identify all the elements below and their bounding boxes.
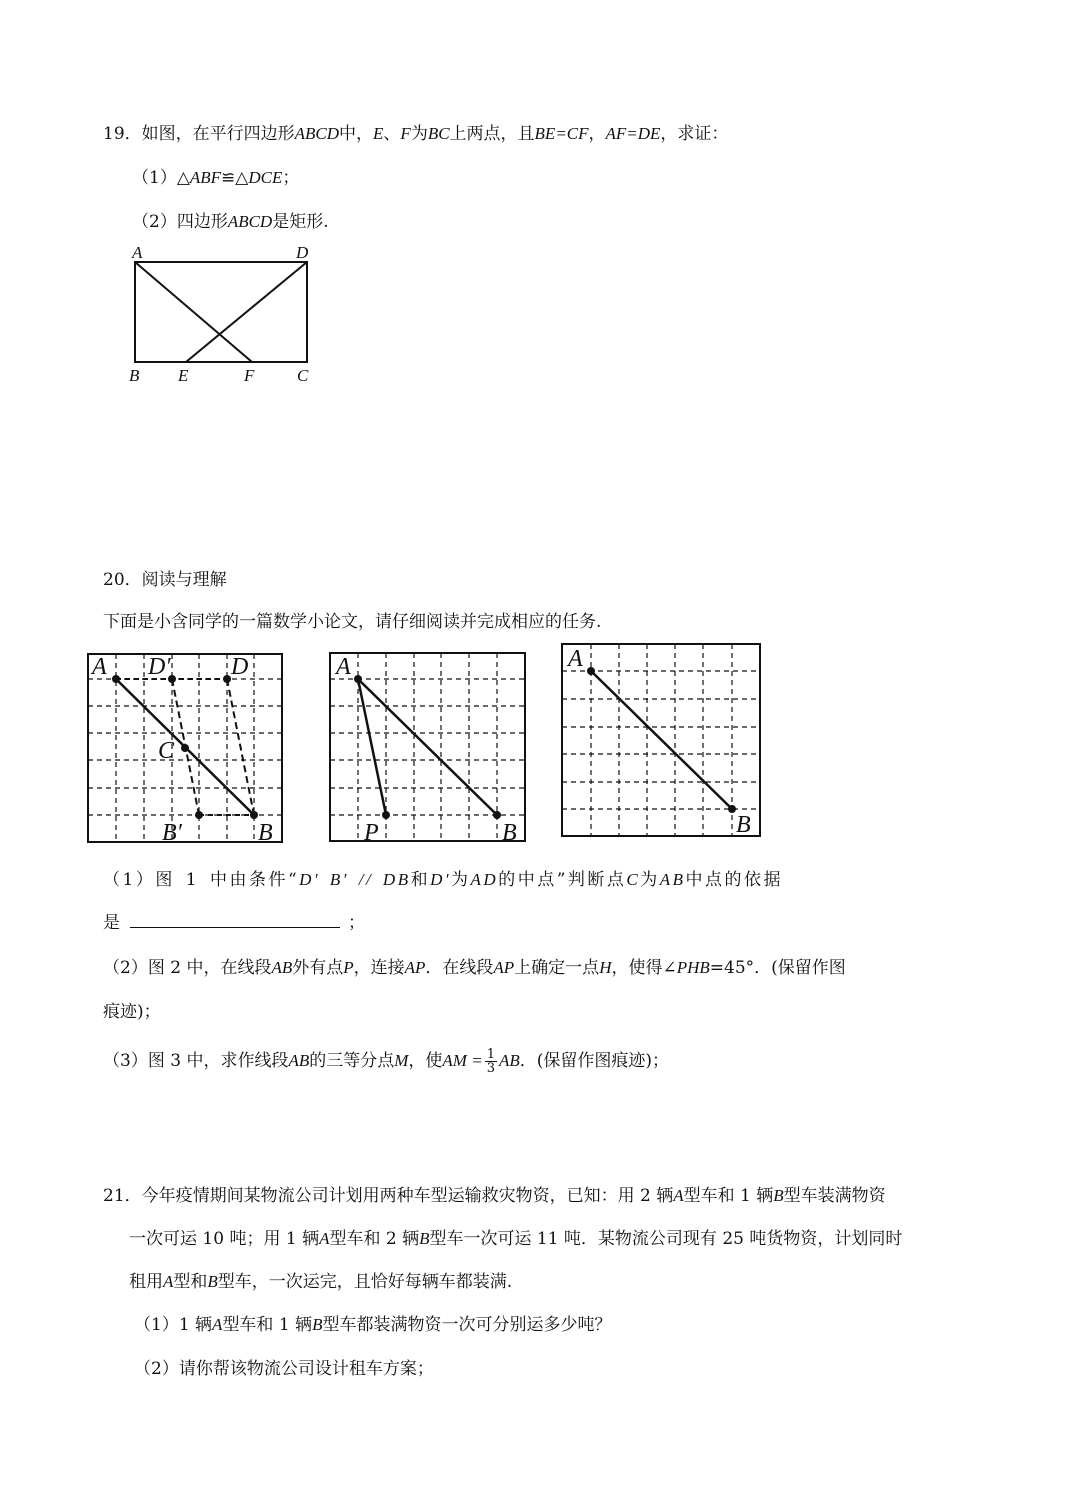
label-c: C [297, 366, 309, 385]
label-a: A [568, 646, 583, 672]
q20-figure-3 [560, 640, 770, 840]
label-a: A [336, 654, 351, 680]
label-d-prime: D′ [148, 654, 171, 680]
segment-af [135, 262, 252, 362]
rectangle-abcd [135, 262, 307, 362]
q20-part1-cont: 是 ； [103, 913, 365, 933]
q20-part2-cont: 痕迹)； [103, 1002, 161, 1022]
q19-figure [120, 240, 340, 400]
point-b [728, 805, 736, 813]
q21-line2: 一次可运 10 吨；用 1 辆A型车和 2 辆B型车一次可运 11 吨．某物流公司现有 25 吨货物资，计划同时 [129, 1229, 903, 1249]
q21-line1: 21．今年疫情期间某物流公司计划用两种车型运输救灾物资，已知：用 2 辆A型车和 1 辆B型车装满物资 [103, 1186, 886, 1206]
segment-db [227, 679, 254, 815]
point-b [493, 811, 501, 819]
q20-figure-2 [330, 652, 530, 847]
q21-part1: （1）1 辆A型车和 1 辆B型车都装满物资一次可分别运多少吨？ [134, 1315, 612, 1335]
segment-de [186, 262, 307, 362]
q19-part1: （1）△ABF≌△DCE； [132, 168, 300, 188]
label-a: A [132, 243, 143, 262]
label-b-prime: B′ [162, 820, 182, 846]
q19-part2: （2）四边形ABCD是矩形. [132, 212, 329, 232]
segment-ap [358, 679, 386, 815]
point-b1 [195, 811, 203, 819]
segment-ab [591, 671, 732, 809]
label-b: B [129, 366, 140, 385]
q20-title: 20．阅读与理解 [103, 570, 227, 590]
q20-part1: （1）图 1 中由条件“D′ B′ // DB和D'为AD的中点”判断点C为AB中点的依据 [103, 870, 784, 890]
point-a [587, 667, 595, 675]
point-b [250, 811, 258, 819]
label-b: B [502, 820, 517, 846]
label-p: P [364, 820, 379, 846]
label-f: F [244, 366, 255, 385]
point-d [223, 675, 231, 683]
q20-part3: （3）图 3 中，求作线段AB的三等分点M，使AM = $\frac{1}{3}$ AB．(保留作图痕迹)； [103, 1047, 670, 1076]
label-c: C [158, 738, 175, 764]
point-c [181, 744, 189, 752]
answer-blank[interactable] [130, 913, 340, 928]
point-p [382, 811, 390, 819]
q21-part2: （2）请你帮该物流公司设计租车方案； [134, 1359, 434, 1379]
label-d: D [296, 243, 309, 262]
q20-figure-1 [88, 652, 288, 847]
q19-stem: 19．如图，在平行四边形ABCD中，E、F为BC上两点，且BE=CF，AF=DE，求证： [103, 124, 729, 144]
label-a: A [92, 654, 107, 680]
q20-intro: 下面是小含同学的一篇数学小论文，请仔细阅读并完成相应的任务. [103, 612, 602, 632]
point-a [354, 675, 362, 683]
label-e: E [178, 366, 189, 385]
label-b: B [258, 820, 273, 846]
segment-ab [358, 679, 497, 815]
label-d: D [231, 654, 249, 680]
label-b: B [736, 812, 751, 838]
point-a [112, 675, 120, 683]
q21-line3: 租用A型和B型车，一次运完，且恰好每辆车都装满. [129, 1272, 513, 1292]
q20-part2: （2）图 2 中，在线段AB外有点P，连接AP．在线段AP上确定一点H，使得∠PHB=45°．(保留作图 [103, 958, 846, 978]
fraction-one-third: $\frac{1}{3}$ [486, 1047, 495, 1076]
